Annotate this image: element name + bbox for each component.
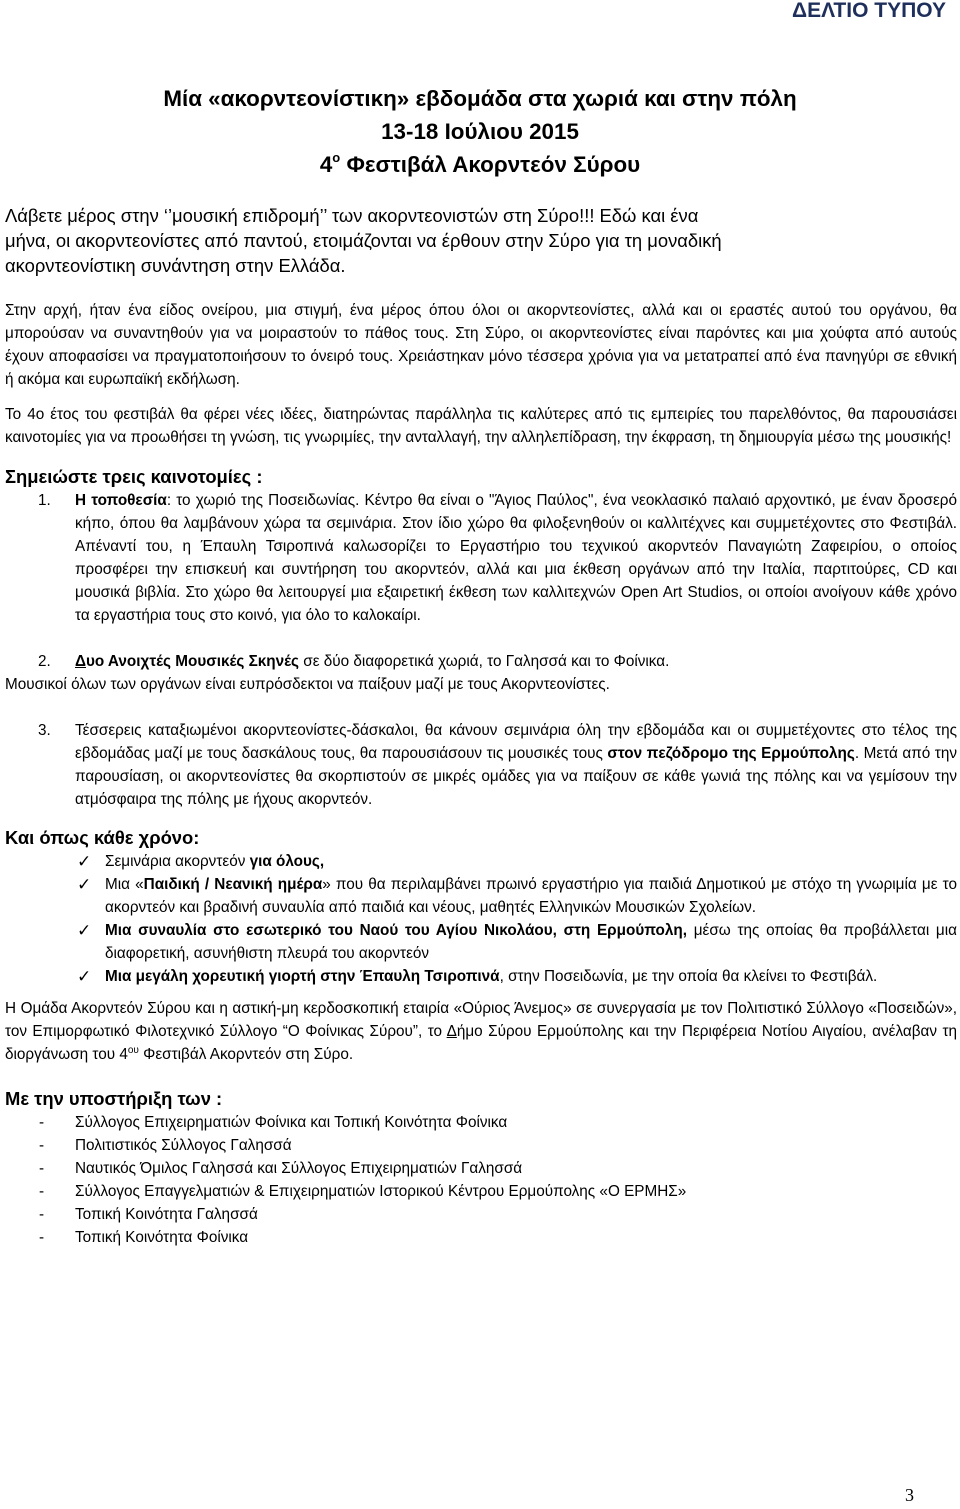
press-release-label: ΔΕΛΤΙΟ ΤΥΠΟΥ	[792, 0, 946, 22]
innovation-item-stages: 2. Δυο Ανοιχτές Μουσικές Σκηνές σε δύο διαφορετικά χωριά, το Γαλησσά και το Φοίνικα.	[5, 650, 957, 673]
supporter-item: - Σύλλογος Επαγγελματιών & Επιχειρηματιών Ιστορικού Κέντρου Ερμούπολης «Ο ΕΡΜΗΣ»	[39, 1183, 687, 1200]
check-item-dance-party: ✓ Μια μεγάλη χορευτική γιορτή στην Έπαυλη Τσιροπινά, στην Ποσειδωνία, με την οποία θα κλείνει το Φεστιβάλ.	[77, 967, 878, 986]
item-number: 1.	[38, 492, 51, 509]
organizer-paragraph: Η Ομάδα Ακορντεόν Σύρου και η αστική-μη κερδοσκοπική εταιρία «Ούριος Άνεμος» σε συνεργασία με τον Πολιτιστικό Σύλλογο «Ποσειδών», τον Επιμορφωτικό Φιλοτεχνικό Σύλλογο “Ο Φοίνικας Σύρου”, το Δήμο Σύρου Ερμούπολης και την Περιφέρεια Νοτίου Αιγαίου, ανέλαβαν τη διοργάνωση του $4^{o\upsilon}$ Φεστιβάλ Ακορντεόν στη Σύρο.	[5, 1000, 957, 1063]
support-heading: Με την υποστήριξη των :	[5, 1088, 223, 1109]
date-line: 13-18 Ιούλιου 2015	[381, 119, 579, 144]
title-line: Μία «ακορντεονίστικη» εβδομάδα στα χωριά και στην πόλη	[163, 86, 797, 111]
stages-continuation: Μουσικοί όλων των οργάνων είναι ευπρόσδεκτοι να παίξουν μαζί με τους Ακορντεονίστες.	[5, 676, 610, 693]
check-item-youth-day: ✓ Μια «Παιδική / Νεανική ημέρα» που θα περιλαμβάνει πρωινό εργαστήριο για παιδιά Δημοτικού με στόχο τη γνωριμία με το ακορντεόν και βραδινή συναυλία από παιδιά και νέους, μαθητές Ελληνικών Μουσικών Σχολείων.	[77, 875, 957, 916]
supporter-item: - Τοπική Κοινότητα Γαλησσά	[39, 1206, 258, 1223]
innovations-heading: Σημειώστε τρεις καινοτομίες :	[5, 466, 263, 487]
innovation-item-location: 1. Η τοποθεσία: το χωριό της Ποσειδωνίας. Κέντρο θα είναι ο "Άγιος Παύλος", ένα νεοκλασικό παλαιό αρχοντικό, με έναν δροσερό κήπο, όπου θα λαμβάνουν χώρα τα σεμινάρια. Στον ίδιο χώρο θα φιλοξενηθούν οι καλλιτέχνες και συμμετέχοντες στο Φεστιβάλ. Απέναντί του, η Έπαυλη Τσιροπινά καλωσορίζει το Εργαστήριο του τεχνικού ακορντεόν Παναγιώτη Ζαφειρίου, ο οποίος προσφέρει την επισκευή και συντήρηση του ακορντεόν, αλλά και μια έκθεση οργάνων από την Ιταλία, παρτιτούρες, CD και μουσικά βιβλία. Στο χώρο θα λειτουργεί μια εξαιρετική έκθεση των καλλιτεχνών Open Art Studios, οι οποίοι ανοίγουν κάθε χρόνο τα εργαστήρια τους στο κοινό, για όλο το καλοκαίρι.	[5, 489, 957, 627]
intro-text	[5, 203, 955, 278]
body-content	[5, 299, 957, 1249]
supporter-item: - Πολιτιστικός Σύλλογος Γαλησσά	[39, 1137, 292, 1154]
every-year-heading: Και όπως κάθε χρόνο:	[5, 827, 200, 848]
page-number: 3	[905, 1485, 914, 1505]
supporter-item: - Σύλλογος Επιχειρηματιών Φοίνικα και Τοπική Κοινότητα Φοίνικα	[39, 1114, 508, 1131]
check-item-seminars: ✓ Σεμινάρια ακορντεόν για όλους,	[77, 852, 325, 871]
paragraph-origin: Στην αρχή, ήταν ένα είδος ονείρου, μια στιγμή, ένα μέρος όπου όλοι οι ακορντεονίστες, αλλά και οι εραστές αυτού του οργάνου, θα μπορούσαν να συναντηθούν για να μοιραστούν το πάθος τους. Στη Σύρο, οι ακορντεονίστες είναι παρόντες και μια χούφτα από αυτούς έχουν αποφασίσει να πραγματοποιήσουν το όνειρό τους. Χρειάστηκαν μόνο τέσσερα χρόνια για να μετατραπεί από ένα πανηγύρι σε εθνική ή ακόμα και ευρωπαϊκή εκδήλωση.	[5, 302, 957, 388]
check-icon: ✓	[77, 967, 92, 986]
check-icon: ✓	[77, 852, 92, 871]
supporter-item: - Τοπική Κοινότητα Φοίνικα	[39, 1229, 249, 1246]
paragraph-fourth-year: Το 4ο έτος του φεστιβάλ θα φέρει νέες ιδέες, διατηρώντας παράλληλα τις καλύτερες από τις εμπειρίες του παρελθόντος, θα παρουσιάσει καινοτομίες για να προωθήσει τη γνώση, τις γνωριμίες, την ανταλλαγή, την αλληλεπίδραση, την έκφραση, τη δημιουργία μέσω της μουσικής!	[5, 406, 957, 446]
check-icon: ✓	[77, 921, 92, 940]
check-icon: ✓	[77, 875, 92, 894]
item-number: 3.	[38, 722, 51, 739]
innovation-item-teachers: 3. Τέσσερεις καταξιωμένοι ακορντεονίστες-δάσκαλοι, θα κάνουν σεμινάρια όλη την εβδομάδα και οι συμμετέχοντες στο τέλος της εβδομάδας μαζί με τους δασκάλους τους, θα παρουσιάσουν τις μουσικές τους στον πεζόδρομο της Ερμούπολης. Μετά από την παρουσίαση, οι ακορντεονίστες θα σκορπιστούν σε μικρές ομάδες για να παίξουν σε κάθε γωνιά της πόλης και να γεμίσουν την ατμόσφαιρα της πόλης με ήχους ακορντεόν.	[5, 719, 957, 811]
item-number: 2.	[38, 653, 51, 670]
check-item-church-concert: ✓ Μια συναυλία στο εσωτερικό του Ναού του Αγίου Νικολάου, στη Ερμούπολη, μέσω της οποίας θα προβάλλεται μια διαφορετική, ασυνήθιστη πλευρά του ακορντεόν	[77, 921, 957, 962]
festival-line: $4^o$ Φεστιβάλ Ακορντεόν Σύρου	[319, 150, 641, 177]
title-block	[0, 82, 960, 181]
intro-line: ακορντεονίστικη συνάντηση στην Ελλάδα.	[5, 255, 346, 276]
intro-line: Λάβετε μέρος στην ‘’μουσική επιδρομή’’ των ακορντεονιστών στη Σύρο!!! Εδώ και ένα	[5, 205, 699, 226]
supporter-item: - Ναυτικός Όμιλος Γαλησσά και Σύλλογος Επιχειρηματιών Γαλησσά	[39, 1160, 523, 1177]
intro-line: μήνα, οι ακορντεονίστες από παντού, ετοιμάζονται να έρθουν στην Σύρο για τη μοναδική	[5, 230, 722, 251]
